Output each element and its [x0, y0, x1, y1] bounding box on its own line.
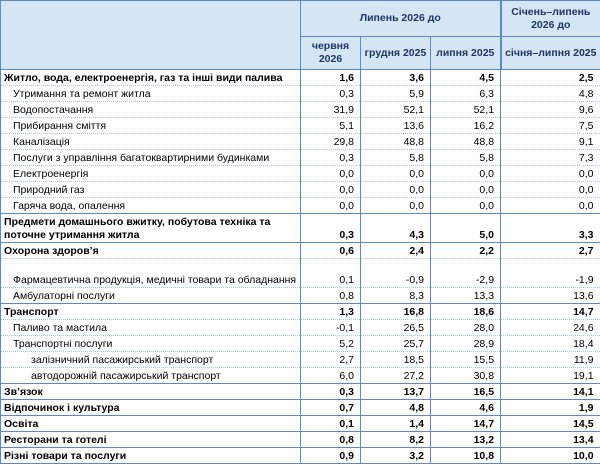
value-cell: 52,1 [431, 102, 501, 118]
value-cell: 2,4 [361, 243, 431, 259]
table-row [1, 336, 600, 352]
value-cell: 0,0 [431, 198, 501, 214]
value-cell: 16,8 [361, 304, 431, 320]
value-cell: 10,8 [431, 448, 501, 464]
value-cell: 27,2 [361, 368, 431, 384]
value-cell: 0,3 [301, 150, 361, 166]
value-cell: 24,6 [501, 320, 600, 336]
value-cell: -0,1 [301, 320, 361, 336]
row-label: Гаряча вода, опалення [1, 198, 301, 214]
value-cell: 5,8 [431, 150, 501, 166]
value-cell: 1,4 [361, 416, 431, 432]
value-cell: 14,7 [501, 304, 600, 320]
value-cell: 13,3 [431, 288, 501, 304]
value-cell: 0,0 [431, 182, 501, 198]
value-cell: 5,8 [361, 150, 431, 166]
value-cell: 5,0 [431, 214, 501, 243]
value-cell: 30,8 [431, 368, 501, 384]
value-cell: 4,8 [361, 400, 431, 416]
value-cell: 13,4 [501, 432, 600, 448]
row-label: Охорона здоров’я [1, 243, 301, 259]
table-row [1, 198, 600, 214]
value-cell: 29,8 [301, 134, 361, 150]
value-cell: 0,3 [301, 214, 361, 243]
table-row [1, 288, 600, 304]
value-cell: 26,5 [361, 320, 431, 336]
table-row [1, 150, 600, 166]
row-label: Різні товари та послуги [1, 448, 301, 464]
value-cell: 0,3 [301, 384, 361, 400]
row-label: залізничний пасажирський транспорт [1, 352, 301, 368]
row-label: Ресторани та готелі [1, 432, 301, 448]
value-cell: 2,2 [431, 243, 501, 259]
table-row [1, 243, 600, 259]
value-cell: 9,6 [501, 102, 600, 118]
value-cell: 0,0 [301, 166, 361, 182]
value-cell: 5,2 [301, 336, 361, 352]
value-cell: 0,0 [501, 182, 600, 198]
table-row [1, 182, 600, 198]
header-label-cell [1, 1, 301, 70]
value-cell: 0,1 [301, 416, 361, 432]
row-label: автодорожній пасажирський транспорт [1, 368, 301, 384]
value-cell: 5,9 [361, 86, 431, 102]
row-label: Житло, вода, електроенергія, газ та інші види палива [1, 70, 301, 86]
value-cell: 4,5 [431, 70, 501, 86]
row-label: Прибирання сміття [1, 118, 301, 134]
value-cell: 28,0 [431, 320, 501, 336]
table-row [1, 102, 600, 118]
value-cell: 14,1 [501, 384, 600, 400]
value-cell: 16,5 [431, 384, 501, 400]
value-cell: 9,1 [501, 134, 600, 150]
table-row [1, 368, 600, 384]
value-cell: 0,0 [301, 182, 361, 198]
value-cell: 48,8 [431, 134, 501, 150]
value-cell: 13,7 [361, 384, 431, 400]
value-cell: 7,3 [501, 150, 600, 166]
header-col-june: червня 2026 [301, 37, 361, 70]
table-row [1, 400, 600, 416]
value-cell: 3,6 [361, 70, 431, 86]
row-label: Водопостачання [1, 102, 301, 118]
value-cell: 13,2 [431, 432, 501, 448]
value-cell: 11,9 [501, 352, 600, 368]
value-cell: 0,6 [301, 243, 361, 259]
row-label: Зв’язок [1, 384, 301, 400]
value-cell: 6,0 [301, 368, 361, 384]
header-group-july: Липень 2026 до [301, 1, 501, 37]
row-label: Транспортні послуги [1, 336, 301, 352]
row-label: Природний газ [1, 182, 301, 198]
row-label: Відпочинок і культура [1, 400, 301, 416]
header-col-july: липня 2025 [431, 37, 501, 70]
value-cell: 19,1 [501, 368, 600, 384]
value-cell: 10,0 [501, 448, 600, 464]
value-cell: -2,9 [431, 259, 501, 288]
value-cell: 18,5 [361, 352, 431, 368]
value-cell: 0,0 [301, 198, 361, 214]
value-cell: 4,6 [431, 400, 501, 416]
header-col-december: грудня 2025 [361, 37, 431, 70]
value-cell: 13,6 [501, 288, 600, 304]
value-cell: 15,5 [431, 352, 501, 368]
value-cell: 0,0 [361, 198, 431, 214]
table-row [1, 214, 600, 243]
value-cell: -1,9 [501, 259, 600, 288]
value-cell: 14,7 [431, 416, 501, 432]
table-row [1, 384, 600, 400]
row-label: Паливо та мастила [1, 320, 301, 336]
value-cell: 0,7 [301, 400, 361, 416]
value-cell: 0,8 [301, 288, 361, 304]
value-cell: 28,9 [431, 336, 501, 352]
value-cell: 7,5 [501, 118, 600, 134]
row-label: Освіта [1, 416, 301, 432]
value-cell: 0,1 [301, 259, 361, 288]
table-row [1, 259, 600, 288]
table-row [1, 70, 600, 86]
table-row [1, 320, 600, 336]
header-group-jan-july: Січень–липень 2026 до [501, 1, 600, 37]
value-cell: 6,3 [431, 86, 501, 102]
row-label: Каналізація [1, 134, 301, 150]
value-cell: 0,0 [431, 166, 501, 182]
value-cell: 0,3 [301, 86, 361, 102]
row-label: Фармацевтична продукція, медичні товари та обладнання [1, 259, 301, 288]
value-cell: 2,7 [301, 352, 361, 368]
value-cell: 8,3 [361, 288, 431, 304]
row-label: Утримання та ремонт житла [1, 86, 301, 102]
value-cell: 3,2 [361, 448, 431, 464]
value-cell: 2,5 [501, 70, 600, 86]
table-row [1, 304, 600, 320]
value-cell: 0,0 [501, 166, 600, 182]
table-row [1, 134, 600, 150]
value-cell: 4,3 [361, 214, 431, 243]
header-col-jan-july: січня–липня 2025 [501, 37, 600, 70]
value-cell: 1,9 [501, 400, 600, 416]
value-cell: 14,5 [501, 416, 600, 432]
table-row [1, 416, 600, 432]
value-cell: 2,7 [501, 243, 600, 259]
value-cell: -0,9 [361, 259, 431, 288]
table-row [1, 86, 600, 102]
value-cell: 0,8 [301, 432, 361, 448]
table-row [1, 118, 600, 134]
table-row [1, 432, 600, 448]
value-cell: 18,4 [501, 336, 600, 352]
row-label: Амбулаторні послуги [1, 288, 301, 304]
row-label: Транспорт [1, 304, 301, 320]
table-row [1, 166, 600, 182]
value-cell: 3,3 [501, 214, 600, 243]
value-cell: 25,7 [361, 336, 431, 352]
value-cell: 16,2 [431, 118, 501, 134]
value-cell: 52,1 [361, 102, 431, 118]
value-cell: 1,3 [301, 304, 361, 320]
value-cell: 5,1 [301, 118, 361, 134]
value-cell: 1,6 [301, 70, 361, 86]
value-cell: 0,9 [301, 448, 361, 464]
value-cell: 13,6 [361, 118, 431, 134]
value-cell: 0,0 [361, 182, 431, 198]
value-cell: 48,8 [361, 134, 431, 150]
value-cell: 4,8 [501, 86, 600, 102]
value-cell: 8,2 [361, 432, 431, 448]
value-cell: 31,9 [301, 102, 361, 118]
value-cell: 18,6 [431, 304, 501, 320]
table-row [1, 352, 600, 368]
table-row [1, 448, 600, 464]
value-cell: 0,0 [501, 198, 600, 214]
row-label: Предмети домашнього вжитку, побутова техніка та поточне утримання житла [1, 214, 301, 243]
row-label: Електроенергія [1, 166, 301, 182]
value-cell: 0,0 [361, 166, 431, 182]
row-label: Послуги з управління багатоквартирними будинками [1, 150, 301, 166]
